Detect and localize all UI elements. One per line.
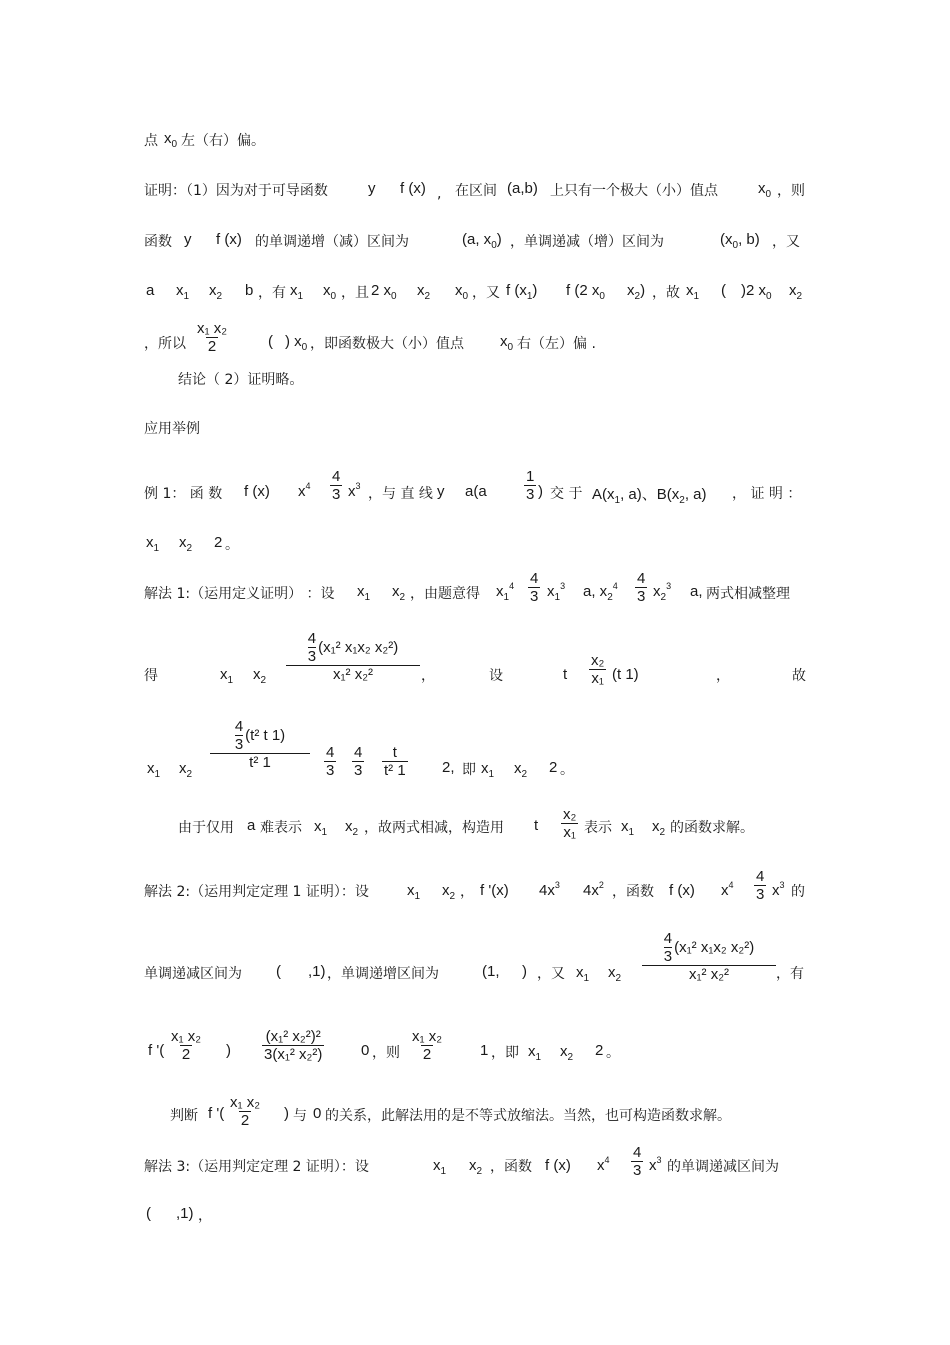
- math: t: [563, 666, 568, 683]
- fraction-numerator: $\frac{4}{3}$ (x₁² x₁x₂ x₂²): [663, 930, 755, 965]
- fraction-denominator: 3: [526, 486, 535, 503]
- math: $x_2$: [789, 282, 803, 302]
- text: 解法 2:（运用判定定理 1 证明）：设: [144, 884, 369, 900]
- text: 。: [606, 1045, 620, 1061]
- math: f '(: [148, 1042, 165, 1059]
- math: $x_2$: [442, 882, 456, 902]
- math: $x_1$: [686, 282, 700, 302]
- text-line-16: [0, 1028, 950, 1080]
- fraction-denominator: x₁: [591, 670, 604, 687]
- math: $x_2$: [417, 282, 431, 302]
- math: ): [284, 1105, 289, 1122]
- math: $x_1$: [220, 666, 234, 686]
- math: a(a: [465, 483, 487, 500]
- text-line-1: [0, 130, 950, 152]
- math: $x_1$: [147, 760, 161, 780]
- text-line-12: [0, 718, 950, 790]
- fraction-numerator: x₁ x₂: [197, 320, 228, 337]
- fraction-denominator: t² 1: [210, 753, 310, 771]
- fraction: [635, 570, 647, 605]
- text: ，有: [776, 966, 804, 982]
- math: $x_2$: [560, 1043, 574, 1063]
- math: $x_2$: [345, 818, 359, 838]
- text: ，有: [258, 285, 286, 301]
- fraction-numerator: x₁ x₂: [412, 1028, 443, 1045]
- fraction: [212, 718, 308, 771]
- math: $x_2^3$: [653, 581, 672, 603]
- fraction-denominator: t² 1: [384, 762, 406, 779]
- text: 的函数求解。: [670, 820, 754, 836]
- text-line-9: [0, 534, 950, 556]
- math: $x_0$: [164, 130, 178, 150]
- math: $x_1$: [146, 534, 160, 554]
- math: $x_2$: [469, 1157, 483, 1177]
- fraction-denominator: 3: [756, 886, 765, 903]
- math: $x_2$: [608, 964, 622, 984]
- math: ,1): [308, 963, 326, 980]
- fraction: [195, 320, 229, 355]
- text: 由于仅用: [178, 820, 234, 836]
- fraction-denominator: 3: [354, 762, 363, 779]
- text: 解法 3:（运用判定定理 2 证明）：设: [144, 1159, 369, 1175]
- text: ，故: [652, 285, 680, 301]
- text: 得: [144, 668, 158, 684]
- text: 。: [225, 537, 239, 553]
- fraction-denominator: 2: [181, 1046, 191, 1063]
- fraction-numerator: 4: [530, 570, 539, 587]
- fraction-numerator: 4: [234, 718, 244, 735]
- text: ，函数: [612, 884, 654, 900]
- text: 即: [462, 762, 476, 778]
- fraction-numerator: 4: [663, 930, 673, 947]
- math: t: [534, 817, 539, 834]
- math: $x^3$: [348, 481, 361, 500]
- text: 应用举例: [144, 421, 200, 437]
- text: ，: [421, 668, 435, 684]
- fraction-numerator: $\frac{4}{3}$ (t² t 1): [234, 718, 286, 753]
- math: (: [721, 282, 726, 299]
- fraction-numerator: 4: [633, 1144, 642, 1161]
- fraction-denominator: 3: [332, 486, 341, 503]
- math: $x_1$: [176, 282, 190, 302]
- math: f (x): [400, 180, 426, 197]
- math: $x_2$: [514, 760, 528, 780]
- math: f (x): [669, 882, 695, 899]
- text: ，又: [772, 234, 800, 250]
- fraction: [330, 468, 342, 503]
- fraction-denominator: 2: [422, 1046, 432, 1063]
- text-line-15: [0, 930, 950, 1002]
- text-line-19: [0, 1205, 950, 1227]
- math: $x_1$: [481, 760, 495, 780]
- text-line-18: [0, 1144, 950, 1192]
- fraction-denominator: 3: [637, 588, 646, 605]
- fraction-numerator: x₂: [563, 806, 577, 823]
- fraction: [528, 570, 540, 605]
- text: 的单调递增（减）区间为: [255, 234, 409, 250]
- math: ) $x_0$: [285, 333, 308, 353]
- math: $x^3$: [772, 880, 785, 899]
- fraction-denominator: 3: [234, 736, 244, 753]
- math: $A(x_1$, a)、$B(x_2$, a): [592, 486, 707, 506]
- math: f (x): [244, 483, 270, 500]
- math: (a,b): [507, 180, 538, 197]
- text: ，由题意得: [410, 586, 480, 602]
- math: f '(: [208, 1105, 225, 1122]
- text: ，函数: [490, 1159, 532, 1175]
- math: $x_2$: [652, 818, 666, 838]
- math: 2: [549, 759, 558, 776]
- text: 上只有一个极大（小）值点: [550, 183, 718, 199]
- math: $x_2$: [253, 666, 267, 686]
- math: $x_0$: [323, 282, 337, 302]
- math: $x^4$: [298, 481, 311, 500]
- fraction-denominator: 3: [633, 1162, 642, 1179]
- math: $x_1^4$: [496, 581, 515, 603]
- fraction: [589, 652, 606, 687]
- math: (t 1): [612, 666, 639, 683]
- math: b: [245, 282, 254, 299]
- text: 例 1： 函 数: [144, 486, 223, 502]
- fraction: [169, 1028, 203, 1063]
- math: $x_1$: [290, 282, 304, 302]
- math: $x_2$: [392, 583, 406, 603]
- fraction-denominator: 2: [240, 1112, 250, 1129]
- math: 0: [313, 1105, 322, 1122]
- section-heading: [0, 418, 950, 440]
- math: ($x_0$, b): [720, 231, 760, 251]
- text-line-13: [0, 806, 950, 854]
- math: y: [368, 180, 376, 197]
- fraction-numerator: 4: [637, 570, 646, 587]
- text: ,: [437, 186, 442, 202]
- fraction-numerator: 4: [326, 744, 335, 761]
- text-line-4: [0, 282, 950, 304]
- fraction-numerator: 4: [756, 868, 765, 885]
- math: $x_2$: [209, 282, 223, 302]
- math: (a, $x_0$): [462, 231, 502, 251]
- text: ，: [198, 1208, 212, 1224]
- text-line-11: [0, 630, 950, 702]
- text: ， 证 明 ：: [732, 486, 802, 502]
- text: ，故两式相减，构造用: [364, 820, 504, 836]
- fraction: [410, 1028, 444, 1063]
- math: $x_1$: [621, 818, 635, 838]
- text: ，且: [341, 285, 369, 301]
- math: $x_2$: [179, 760, 193, 780]
- math: 2,: [442, 759, 455, 776]
- text: ，: [460, 884, 474, 900]
- math: f '(x): [480, 882, 509, 899]
- fraction-numerator: x₁ x₂: [230, 1094, 261, 1111]
- fraction-numerator: t: [392, 744, 397, 761]
- fraction: [228, 1094, 262, 1129]
- math: $x_0$: [455, 282, 469, 302]
- math: 1: [480, 1042, 489, 1059]
- fraction-numerator: 4: [307, 630, 317, 647]
- fraction: [754, 868, 766, 903]
- math: f (x): [545, 1157, 571, 1174]
- text: 两式相减整理: [706, 586, 790, 602]
- fraction: [382, 744, 408, 779]
- text: 结论（ 2）证明略。: [178, 372, 304, 388]
- text-line-3: [0, 231, 950, 253]
- math: f (2 $x_0$: [566, 282, 605, 302]
- text: 难表示: [260, 820, 302, 836]
- math: (1,: [482, 963, 500, 980]
- fraction: [644, 930, 774, 983]
- fraction-denominator: 3(x₁² x₂²): [264, 1046, 323, 1063]
- text: ，与 直 线: [368, 486, 433, 502]
- text: 的: [791, 884, 805, 900]
- math: $x_2$): [627, 282, 646, 302]
- math: y: [184, 231, 192, 248]
- math: $x_1$: [528, 1043, 542, 1063]
- fraction-denominator: 3: [530, 588, 539, 605]
- fraction-denominator: x₁: [563, 824, 576, 841]
- math: ): [226, 1042, 231, 1059]
- text-line-8: [0, 468, 950, 516]
- text-line-14: [0, 868, 950, 916]
- text: 证明：（1）因为对于可导函数: [144, 183, 328, 199]
- text: ，所以: [144, 336, 186, 352]
- text: 在区间: [455, 183, 497, 199]
- fraction-numerator: x₁ x₂: [171, 1028, 202, 1045]
- math: f $(x_1)$: [506, 282, 538, 302]
- text: ，即函数极大（小）值点: [310, 336, 464, 352]
- text: ，单调递增区间为: [327, 966, 439, 982]
- math: a, $x_2^4$: [583, 581, 618, 603]
- math: 2: [214, 534, 223, 551]
- math: ,1): [176, 1205, 194, 1222]
- text-line-2: [0, 180, 950, 202]
- text-line-5: [0, 320, 950, 368]
- text: 点: [144, 133, 158, 149]
- fraction: [561, 806, 578, 841]
- math: (: [146, 1205, 151, 1222]
- fraction: [324, 744, 336, 779]
- math: f (x): [216, 231, 242, 248]
- text: 交 于: [550, 486, 583, 502]
- fraction-numerator: $\frac{4}{3}$ (x₁² x₁x₂ x₂²): [307, 630, 399, 665]
- text: ，则: [372, 1045, 400, 1061]
- fraction: [262, 1028, 324, 1063]
- math: $x_0$: [500, 333, 514, 353]
- text: 表示: [584, 820, 612, 836]
- text: ，又: [537, 966, 565, 982]
- text-line-6: [0, 369, 950, 391]
- math: $4x^2$: [583, 880, 604, 899]
- fraction-numerator: 1: [526, 468, 535, 485]
- math: 2: [595, 1042, 604, 1059]
- math: $x_1$: [314, 818, 328, 838]
- fraction: [288, 630, 418, 683]
- math: $x_1^3$: [547, 581, 566, 603]
- math: $x^3$: [649, 1155, 662, 1174]
- text: 右（左）偏 .: [517, 336, 596, 352]
- math: ): [522, 963, 527, 980]
- math: )2 $x_0$: [741, 282, 772, 302]
- math: ): [538, 483, 543, 500]
- text: ，即: [491, 1045, 519, 1061]
- math: a,: [690, 583, 703, 600]
- fraction-denominator: x₁² x₂²: [286, 665, 420, 683]
- fraction-denominator: 3: [307, 648, 317, 665]
- math: $x_1$: [357, 583, 371, 603]
- text: 的关系，此解法用的是不等式放缩法。当然，也可构造函数求解。: [325, 1108, 731, 1124]
- fraction-numerator: (x₁² x₂²)²: [265, 1028, 321, 1045]
- fraction-denominator: x₁² x₂²: [642, 965, 776, 983]
- fraction-denominator: 3: [326, 762, 335, 779]
- text: ，则: [777, 183, 805, 199]
- text-line-10: [0, 570, 950, 618]
- fraction-denominator: 2: [207, 338, 217, 355]
- math: 0: [361, 1042, 370, 1059]
- text: 函数: [144, 234, 172, 250]
- text: ，又: [472, 285, 500, 301]
- fraction-denominator: 3: [663, 948, 673, 965]
- text: 。: [560, 762, 574, 778]
- math: $x^4$: [597, 1155, 610, 1174]
- text: 的单调递减区间为: [667, 1159, 779, 1175]
- fraction: [352, 744, 364, 779]
- text: ，: [716, 668, 730, 684]
- text: 判断: [170, 1108, 198, 1124]
- fraction-numerator: 4: [354, 744, 363, 761]
- text: 单调递减区间为: [144, 966, 242, 982]
- math: $x_2$: [179, 534, 193, 554]
- math: a: [247, 817, 256, 834]
- text: 故: [792, 668, 806, 684]
- text: 左（右）偏。: [181, 133, 265, 149]
- text: 解法 1:（运用定义证明） ：设: [144, 586, 335, 602]
- math: y: [437, 483, 445, 500]
- text: ，单调递减（增）区间为: [510, 234, 664, 250]
- math: $x^4$: [721, 880, 734, 899]
- text: 设: [489, 668, 503, 684]
- math: 2 $x_0$: [371, 282, 397, 302]
- math: $x_0$: [758, 180, 772, 200]
- math: $4x^3$: [539, 880, 560, 899]
- fraction: [524, 468, 536, 503]
- fraction-numerator: 4: [332, 468, 341, 485]
- text: 与: [293, 1108, 307, 1124]
- text-line-17: [0, 1094, 950, 1142]
- fraction-numerator: x₂: [591, 652, 605, 669]
- math: $x_1$: [576, 964, 590, 984]
- math: a: [146, 282, 155, 299]
- math: (: [268, 333, 273, 350]
- fraction: [631, 1144, 643, 1179]
- math: $x_1$: [433, 1157, 447, 1177]
- math: (: [276, 963, 281, 980]
- math: $x_1$: [407, 882, 421, 902]
